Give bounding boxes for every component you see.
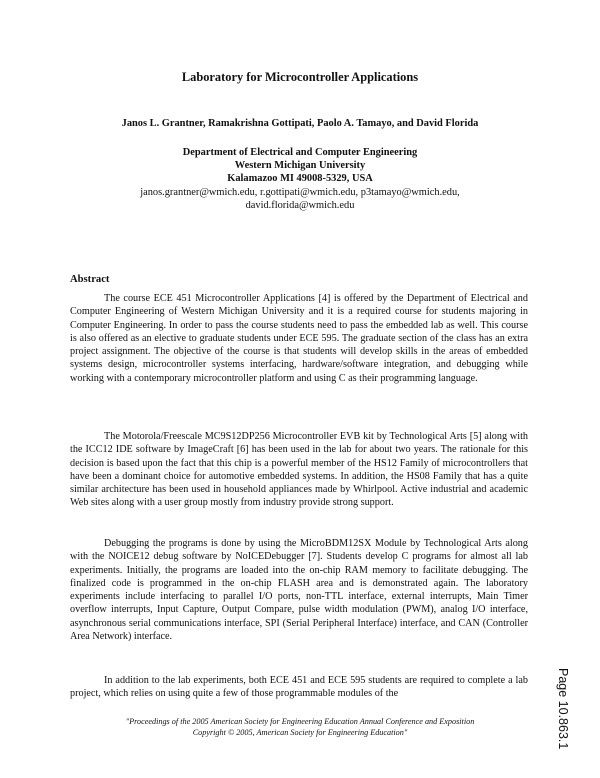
affiliation-emails-line2: david.florida@wmich.edu — [245, 199, 355, 211]
affiliation-emails-line1: janos.grantner@wmich.edu, r.gottipati@wmich.edu, p3tamayo@wmich.edu, — [140, 186, 460, 198]
abstract-paragraph-1: The course ECE 451 Microcontroller Applications [4] is offered by the Department of Electrical and Computer Engineering of Western Michigan University and it is a required course for students majoring in Computer Engineering. In order to pass the course students need to pass the embedded lab as well. This course is also offered as an elective to graduate students under ECE 595. The graduate section of the class has an extra project assignment. The objective of the course is that students will develop skills in the areas of embedded systems design, microcontroller systems interfacing, hardware/software integration, and debugging while working with a contemporary microcontroller platform and using C as their programming language. — [70, 293, 528, 384]
page-number-label: Page 10.863.1 — [556, 668, 570, 750]
author-list: Janos L. Grantner, Ramakrishna Gottipati, Paolo A. Tamayo, and David Florida — [121, 118, 479, 129]
affiliation-address: Kalamazoo MI 49008-5329, USA — [227, 173, 373, 185]
abstract-paragraph-4: In addition to the lab experiments, both ECE 451 and ECE 595 students are required to complete a lab project, which relies on using quite a few of those programmable modules of the — [70, 675, 528, 700]
affiliation-university: Western Michigan University — [234, 160, 366, 172]
abstract-paragraph-3: Debugging the programs is done by using the MicroBDM12SX Module by Technological Arts along with the NOICE12 debug software by NoICEDebugger [7]. Students develop C programs for almost all lab experiments. Initially, the programs are loaded into the on-chip RAM memory to facilitate debugging. The finalized code is programmed in the on-chip FLASH area and is demonstrated again. The laboratory experiments include interfacing to parallel I/O ports, non-TTL interface, external interrupts, Main Timer overflow interrupts, Input Capture, Output Compare, pulse width modulation (PWM), analog I/O interface, asynchronous serial communications interface, SPI (Serial Peripheral Interface) interface, and CAN (Controller Area Network) interface. — [70, 538, 528, 642]
footer-line-1: "Proceedings of the 2005 American Society for Engineering Education Annual Conference and Exposition — [125, 717, 475, 726]
paper-title: Laboratory for Microcontroller Applications — [181, 70, 419, 84]
affiliation-department: Department of Electrical and Computer Engineering — [182, 147, 418, 158]
affiliation-block — [0, 146, 600, 212]
footer-line-2: Copyright © 2005, American Society for Engineering Education" — [192, 728, 408, 737]
abstract-paragraph-2: The Motorola/Freescale MC9S12DP256 Microcontroller EVB kit by Technological Arts [5] along with the ICC12 IDE software by ImageCraft [6] has been used in the lab for about two years. The rationale for this decision is based upon the fact that this chip is a powerful member of the HS12 Family of microcontrollers that have been a dominant choice for automotive embedded systems. In addition, the HS08 Family that has a quite similar architecture has been used in household appliances made by Whirlpool. Active industrial and academic Web sites along with a user group mostly from industry provide strong support. — [70, 431, 528, 509]
proceedings-footer — [0, 716, 600, 738]
abstract-heading: Abstract — [70, 274, 110, 285]
